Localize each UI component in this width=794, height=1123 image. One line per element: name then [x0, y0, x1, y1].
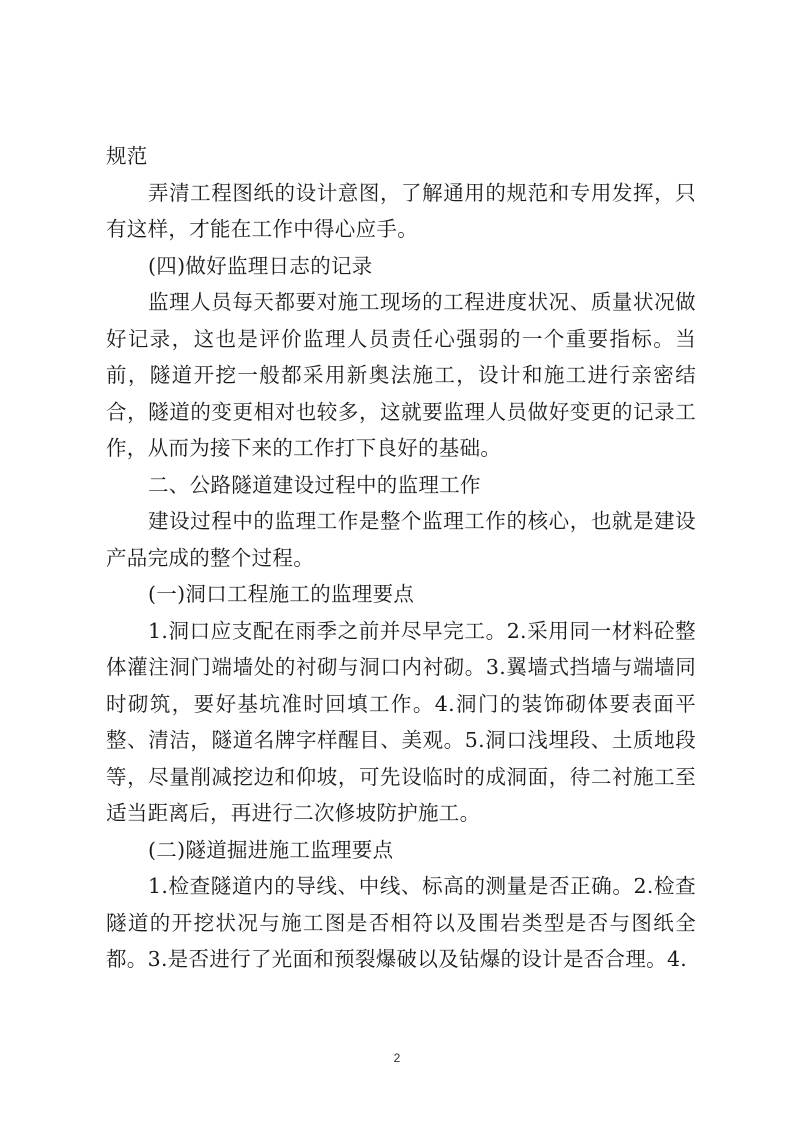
- paragraph-continuation: 规范: [106, 144, 148, 168]
- section-heading-construction-supervision: 二、公路隧道建设过程中的监理工作: [148, 472, 481, 497]
- body-text: [106, 138, 696, 978]
- page-number: 2: [393, 1051, 401, 1065]
- paragraph-supervision-log: 监理人员每天都要对施工现场的工程进度状况、质量状况做好记录，这也是评价监理人员责任心强弱的一个重要指标。当前，隧道开挖一般都采用新奥法施工，设计和施工进行亲密结合，隧道的变更相对也较多，这就要监理人员做好变更的记录工作，从而为接下来的工作打下良好的基础。: [106, 290, 696, 460]
- section-heading-portal-works: (一)洞口工程施工的监理要点: [148, 582, 415, 606]
- paragraph-drawing-intent: 弄清工程图纸的设计意图，了解通用的规范和专用发挥，只有这样，才能在工作中得心应手。: [106, 180, 696, 241]
- section-heading-tunnel-excavation: (二)隧道掘进施工监理要点: [148, 837, 394, 862]
- paragraph-construction-core: 建设过程中的监理工作是整个监理工作的核心，也就是建设产品完成的整个过程。: [106, 509, 696, 570]
- paragraph-portal-points: 1.洞口应支配在雨季之前并尽早完工。2.采用同一材料砼整体灌注洞门端墙处的衬砌与洞口内衬砌。3.翼墙式挡墙与端墙同时砌筑，要好基坑准时回填工作。4.洞门的装饰砌体要表面平整、清洁，隧道名牌字样醒目、美观。5.洞口浅埋段、土质地段等，尽量削减挖边和仰坡，可先设临时的成洞面，待二衬施工至适当距离后，再进行二次修坡防护施工。: [106, 618, 696, 825]
- paragraph-excavation-points: 1.检查隧道内的导线、中线、标高的测量是否正确。2.检查隧道的开挖状况与施工图是否相符以及围岩类型是否与图纸全都。3.是否进行了光面和预裂爆破以及钻爆的设计是否合理。4.: [106, 874, 696, 971]
- section-heading-supervision-log: (四)做好监理日志的记录: [148, 253, 373, 278]
